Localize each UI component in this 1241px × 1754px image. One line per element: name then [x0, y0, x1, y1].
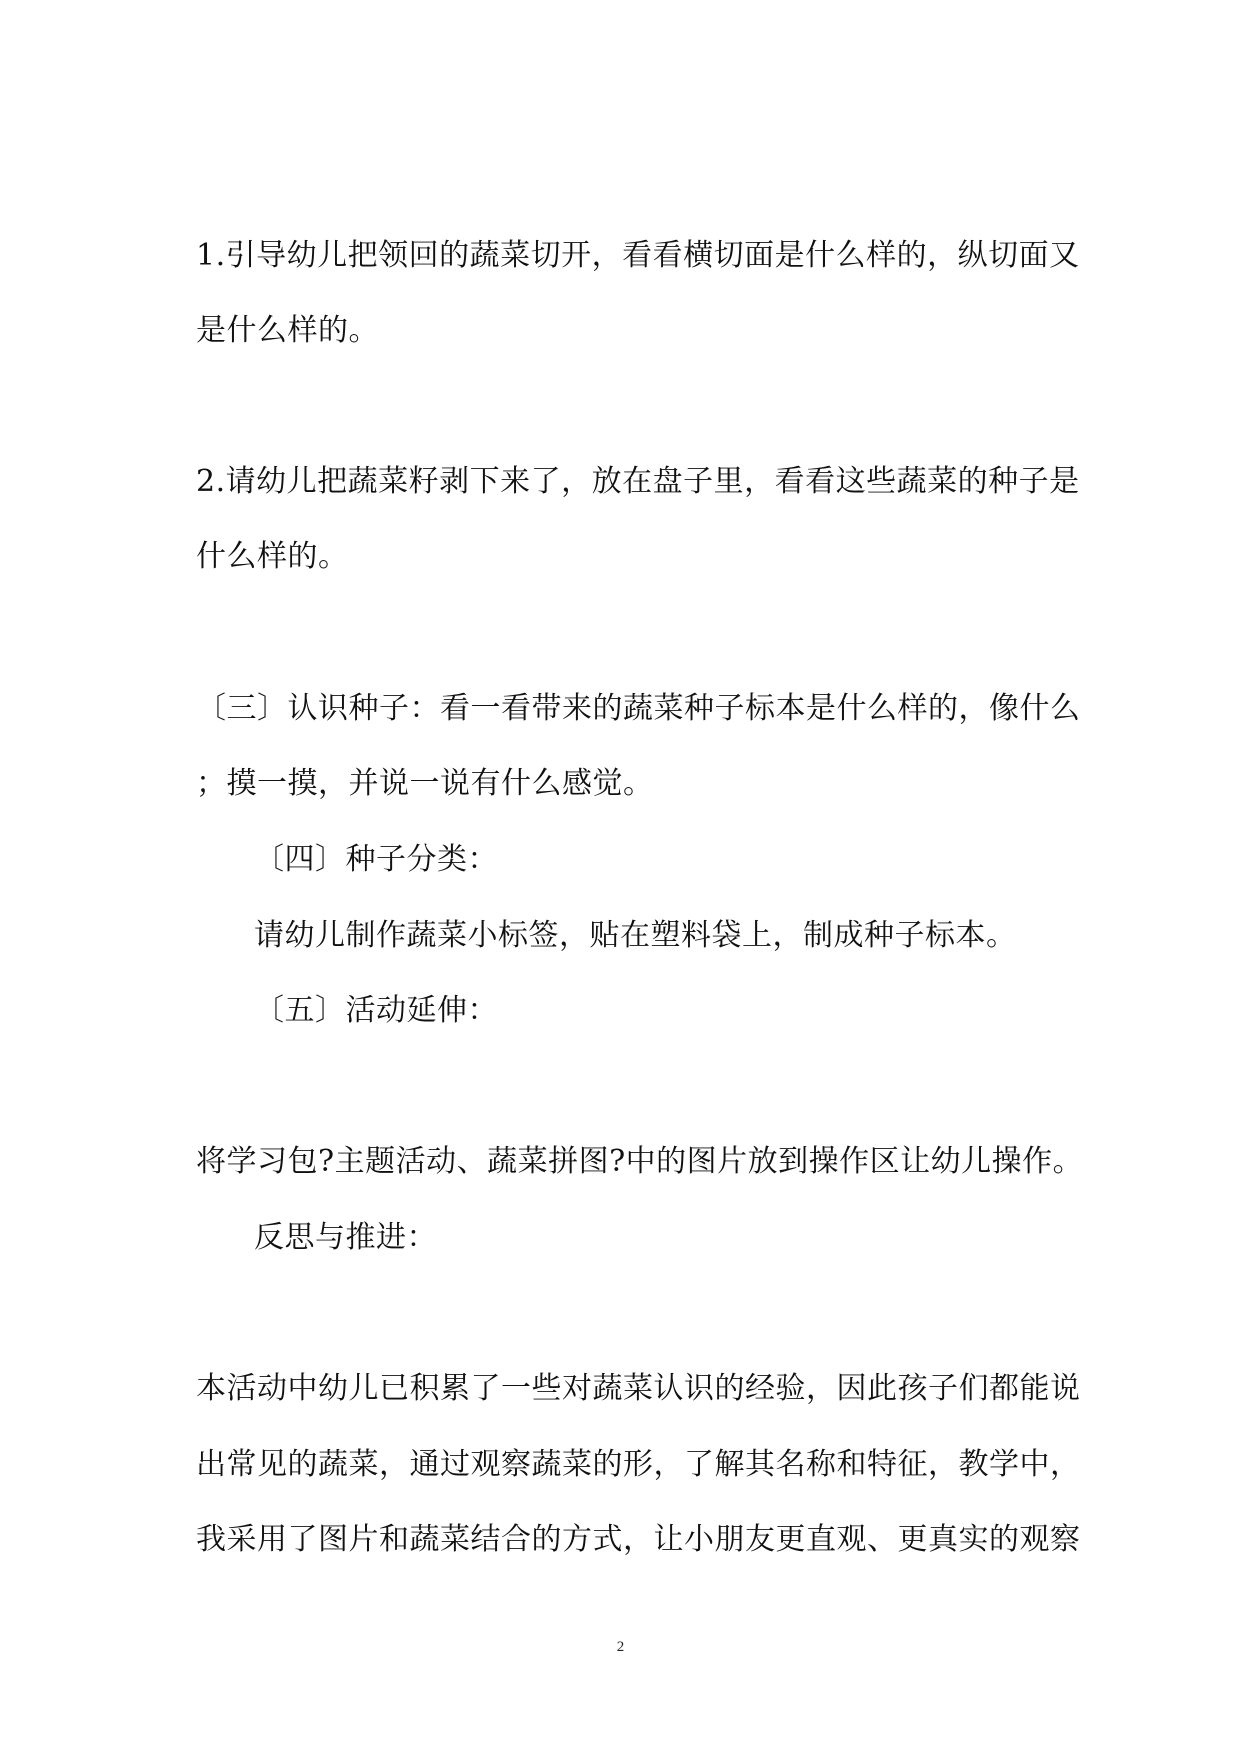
page-number: 2: [616, 1639, 625, 1655]
body-text-line: 我采用了图片和蔬菜结合的方式，让小朋友更直观、更真实的观察: [196, 1522, 1081, 1557]
body-text-line: 请幼儿制作蔬菜小标签，贴在塑料袋上，制成种子标本。: [254, 918, 1017, 953]
body-text-line: ；摸一摸，并说一说有什么感觉。: [196, 766, 654, 801]
body-text-line: 1.引导幼儿把领回的蔬菜切开，看看横切面是什么样的，纵切面又: [196, 238, 1080, 273]
reflection-heading: 反思与推进：: [254, 1220, 437, 1255]
section-four-heading: 〔四〕种子分类：: [254, 842, 498, 877]
section-three-heading: 〔三〕认识种子：看一看带来的蔬菜种子标本是什么样的，像什么: [196, 691, 1081, 726]
section-five-heading: 〔五〕活动延伸：: [254, 993, 498, 1028]
body-text-line: 出常见的蔬菜，通过观察蔬菜的形，了解其名称和特征，教学中，: [196, 1447, 1081, 1482]
body-text-line: 是什么样的。: [196, 313, 379, 348]
body-text-line: 2.请幼儿把蔬菜籽剥下来了，放在盘子里，看看这些蔬菜的种子是: [196, 464, 1080, 499]
body-text-line: 将学习包?主题活动、蔬菜拼图?中的图片放到操作区让幼儿操作。: [196, 1144, 1084, 1179]
body-text-line: 本活动中幼儿已积累了一些对蔬菜认识的经验，因此孩子们都能说: [196, 1371, 1081, 1406]
body-text-line: 什么样的。: [196, 539, 349, 574]
